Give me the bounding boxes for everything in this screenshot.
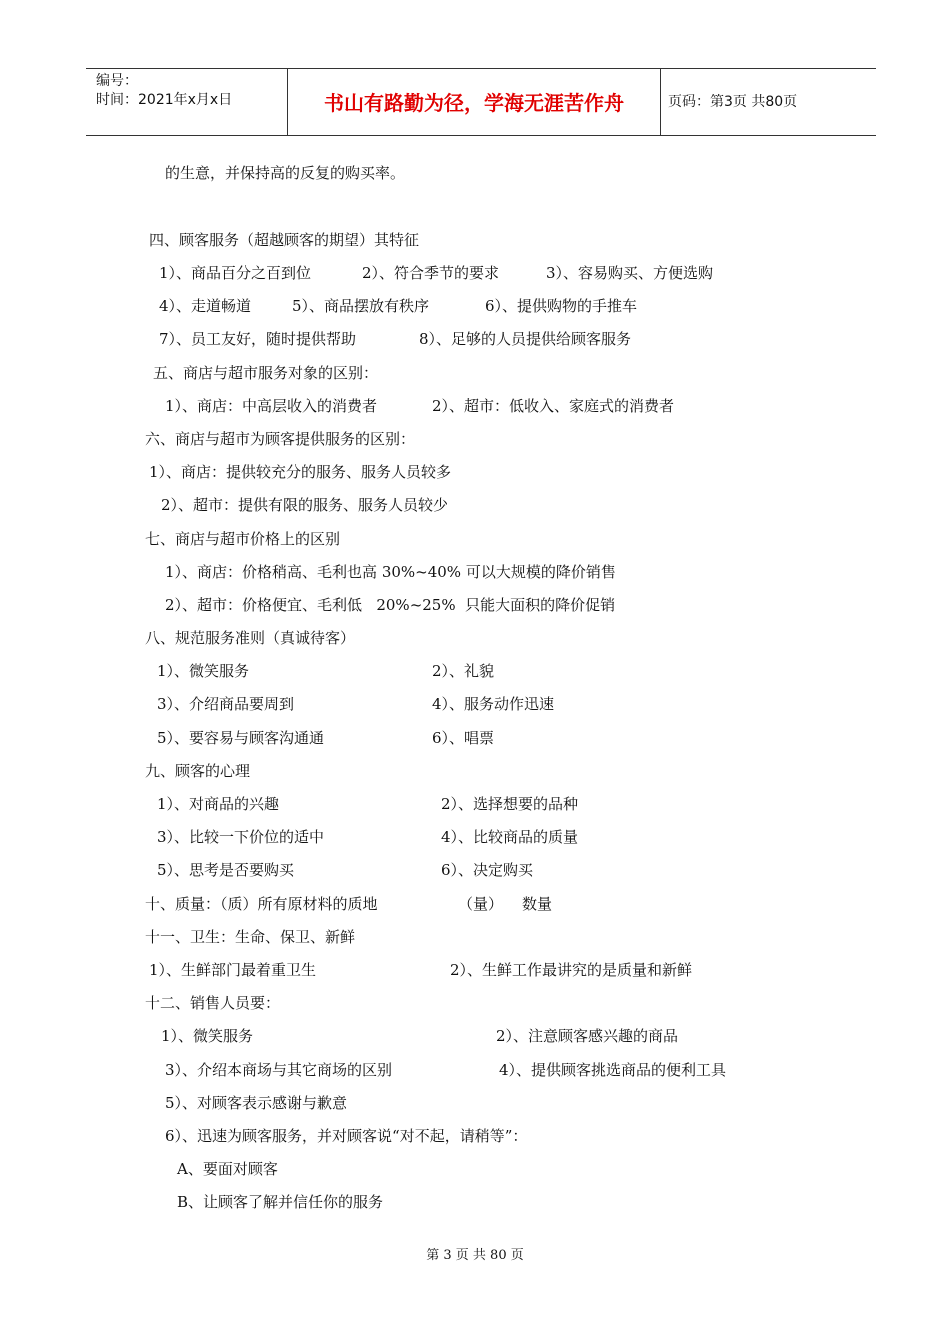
text-fragment: （量） (458, 895, 504, 913)
list-item: 5）、思考是否要购买 (157, 861, 295, 879)
sub-list-item: A、要面对顾客 (177, 1160, 278, 1178)
list-item: 3）、介绍本商场与其它商场的区别 (165, 1061, 393, 1079)
list-item: 5）、商品摆放有秩序 (292, 297, 430, 315)
list-item: 6）、唱票 (432, 729, 495, 747)
list-item: 4）、比较商品的质量 (441, 828, 579, 846)
list-item: 1）、商品百分之百到位 (159, 264, 312, 282)
list-item: 1）、微笑服务 (157, 662, 250, 680)
list-item: 7）、员工友好，随时提供帮助 (159, 330, 357, 348)
list-item: 2）、符合季节的要求 (362, 264, 500, 282)
list-item: 1）、商店：中高层收入的消费者 (165, 397, 378, 415)
header-page-info: 页码：第3页 共80页 (668, 94, 798, 110)
list-item: 2）、超市：低收入、家庭式的消费者 (432, 397, 675, 415)
list-item: 6）、决定购买 (441, 861, 534, 879)
time-label: 时间：2021年x月x日 (96, 92, 233, 108)
text-line: 的生意，并保持高的反复的购买率。 (165, 164, 406, 182)
list-item: 1）、微笑服务 (161, 1027, 254, 1045)
section-heading: 八、规范服务准则（真诚待客） (145, 629, 356, 647)
section-heading: 五、商店与超市服务对象的区别： (153, 364, 379, 382)
section-heading: 十一、卫生：生命、保卫、新鲜 (145, 928, 356, 946)
number-label: 编号： (96, 73, 138, 89)
list-item: 4）、提供顾客挑选商品的便利工具 (499, 1061, 727, 1079)
list-item: 8）、足够的人员提供给顾客服务 (419, 330, 632, 348)
list-item: 4）、服务动作迅速 (432, 695, 555, 713)
section-heading: 七、商店与超市价格上的区别 (145, 530, 341, 548)
list-item: 6）、迅速为顾客服务，并对顾客说“对不起，请稍等”： (165, 1127, 528, 1145)
text-fragment: 数量 (522, 895, 553, 913)
list-item: 1）、对商品的兴趣 (157, 795, 280, 813)
sub-list-item: B、让顾客了解并信任你的服务 (177, 1193, 384, 1211)
list-item: 3）、比较一下价位的适中 (157, 828, 325, 846)
section-heading: 十二、销售人员要： (145, 994, 281, 1012)
list-item: 1）、生鲜部门最着重卫生 (149, 961, 317, 979)
list-item: 2）、超市：提供有限的服务、服务人员较少 (161, 496, 449, 514)
header-divider-right (660, 68, 661, 135)
section-heading: 十、质量：（质）所有原材料的质地 (145, 895, 378, 913)
list-item: 3）、容易购买、方便选购 (546, 264, 714, 282)
list-item: 5）、要容易与顾客沟通通 (157, 729, 325, 747)
header-meta (96, 72, 232, 110)
header-motto: 书山有路勤为径，学海无涯苦作舟 (324, 91, 624, 115)
section-heading: 四、顾客服务（超越顾客的期望）其特征 (149, 231, 420, 249)
list-item: 3）、介绍商品要周到 (157, 695, 295, 713)
page-footer: 第 3 页 共 80 页 (426, 1248, 524, 1263)
list-item: 6）、提供购物的手推车 (485, 297, 638, 315)
list-item: 2）、选择想要的品种 (441, 795, 579, 813)
list-item: 2）、超市：价格便宜、毛利低 20%~25% 只能大面积的降价促销 (165, 596, 616, 614)
list-item: 1）、商店：价格稍高、毛利也高 30%~40% 可以大规模的降价销售 (165, 563, 616, 581)
list-item: 1）、商店：提供较充分的服务、服务人员较多 (149, 463, 452, 481)
list-item: 2）、生鲜工作最讲究的是质量和新鲜 (450, 961, 693, 979)
header-bottom-rule (86, 135, 876, 136)
list-item: 2）、注意顾客感兴趣的商品 (496, 1027, 679, 1045)
header-top-rule (86, 68, 876, 69)
list-item: 2）、礼貌 (432, 662, 495, 680)
list-item: 4）、走道畅道 (159, 297, 252, 315)
list-item: 5）、对顾客表示感谢与歉意 (165, 1094, 348, 1112)
section-heading: 六、商店与超市为顾客提供服务的区别： (145, 430, 416, 448)
section-heading: 九、顾客的心理 (145, 762, 251, 780)
